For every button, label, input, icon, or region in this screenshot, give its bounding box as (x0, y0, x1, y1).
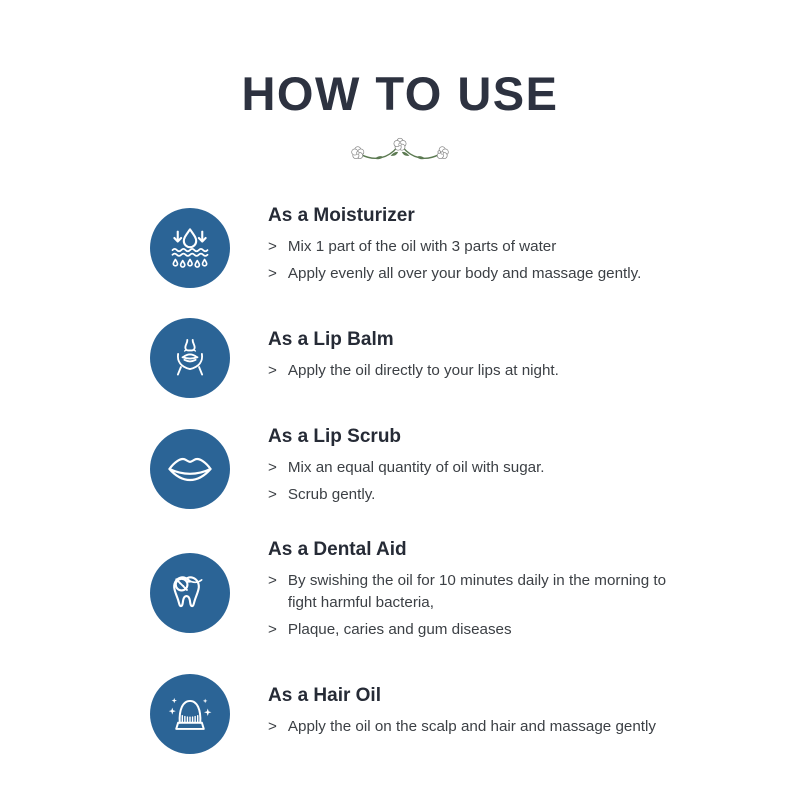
usage-heading: As a Hair Oil (268, 685, 381, 707)
bullet-marker: > (268, 718, 277, 736)
bullet-marker: > (268, 265, 277, 283)
usage-text (268, 685, 683, 743)
lip-balm-icon (162, 330, 218, 386)
usage-text (268, 539, 683, 646)
bullet-marker: > (268, 486, 277, 504)
usage-heading: As a Moisturizer (268, 205, 415, 226)
usage-row-lip-scrub (150, 426, 800, 511)
bullet-text: Mix an equal quantity of oil with sugar. (287, 459, 545, 477)
usage-bullet (268, 570, 683, 614)
bullet-marker: > (268, 238, 277, 255)
bullet-text: Apply the oil on the scalp and hair and massage gently (287, 718, 656, 736)
bullet-marker: > (268, 362, 277, 380)
bullet-text: Mix 1 part of the oil with 3 parts of water (287, 238, 557, 255)
icon-circle (150, 318, 230, 398)
icon-circle (150, 429, 230, 509)
page-title: HOW TO USE (241, 67, 559, 120)
bullet-marker: > (268, 459, 277, 477)
usage-bullet (268, 263, 683, 285)
lip-scrub-icon (161, 440, 219, 498)
usage-text (268, 205, 683, 290)
usage-bullet (268, 360, 683, 382)
divider (0, 133, 800, 171)
usage-heading: As a Lip Scrub (268, 426, 402, 448)
usage-row-dental-aid (150, 539, 800, 646)
dental-aid-icon (162, 565, 218, 621)
bullet-text: Plaque, caries and gum diseases (287, 621, 512, 639)
bullet-marker: > (268, 572, 277, 590)
bullet-text: Apply the oil directly to your lips at night. (287, 362, 559, 380)
bullet-text: Apply evenly all over your body and massage gently. (287, 265, 642, 283)
icon-circle (150, 553, 230, 633)
moisturizer-icon (162, 220, 218, 276)
usage-heading: As a Lip Balm (268, 329, 394, 351)
usage-heading: As a Dental Aid (268, 539, 407, 561)
usage-text (268, 329, 683, 387)
floral-divider-icon (339, 133, 461, 171)
bullet-text: Scrub gently. (287, 486, 376, 504)
usage-row-moisturizer (150, 205, 800, 290)
usage-bullet (268, 236, 683, 258)
usage-bullet (268, 457, 683, 479)
hair-oil-icon (162, 686, 218, 742)
usage-bullet (268, 484, 683, 506)
usage-bullet (268, 619, 683, 641)
bullet-text: By swishing the oil for 10 minutes daily in the morning to fight harmful bacteria, (287, 572, 667, 612)
how-to-list (0, 205, 800, 754)
usage-row-hair-oil (150, 674, 800, 754)
icon-circle (150, 674, 230, 754)
usage-text (268, 426, 683, 511)
bullet-marker: > (268, 621, 277, 639)
usage-row-lip-balm (150, 318, 800, 398)
usage-bullet (268, 716, 683, 738)
icon-circle (150, 208, 230, 288)
